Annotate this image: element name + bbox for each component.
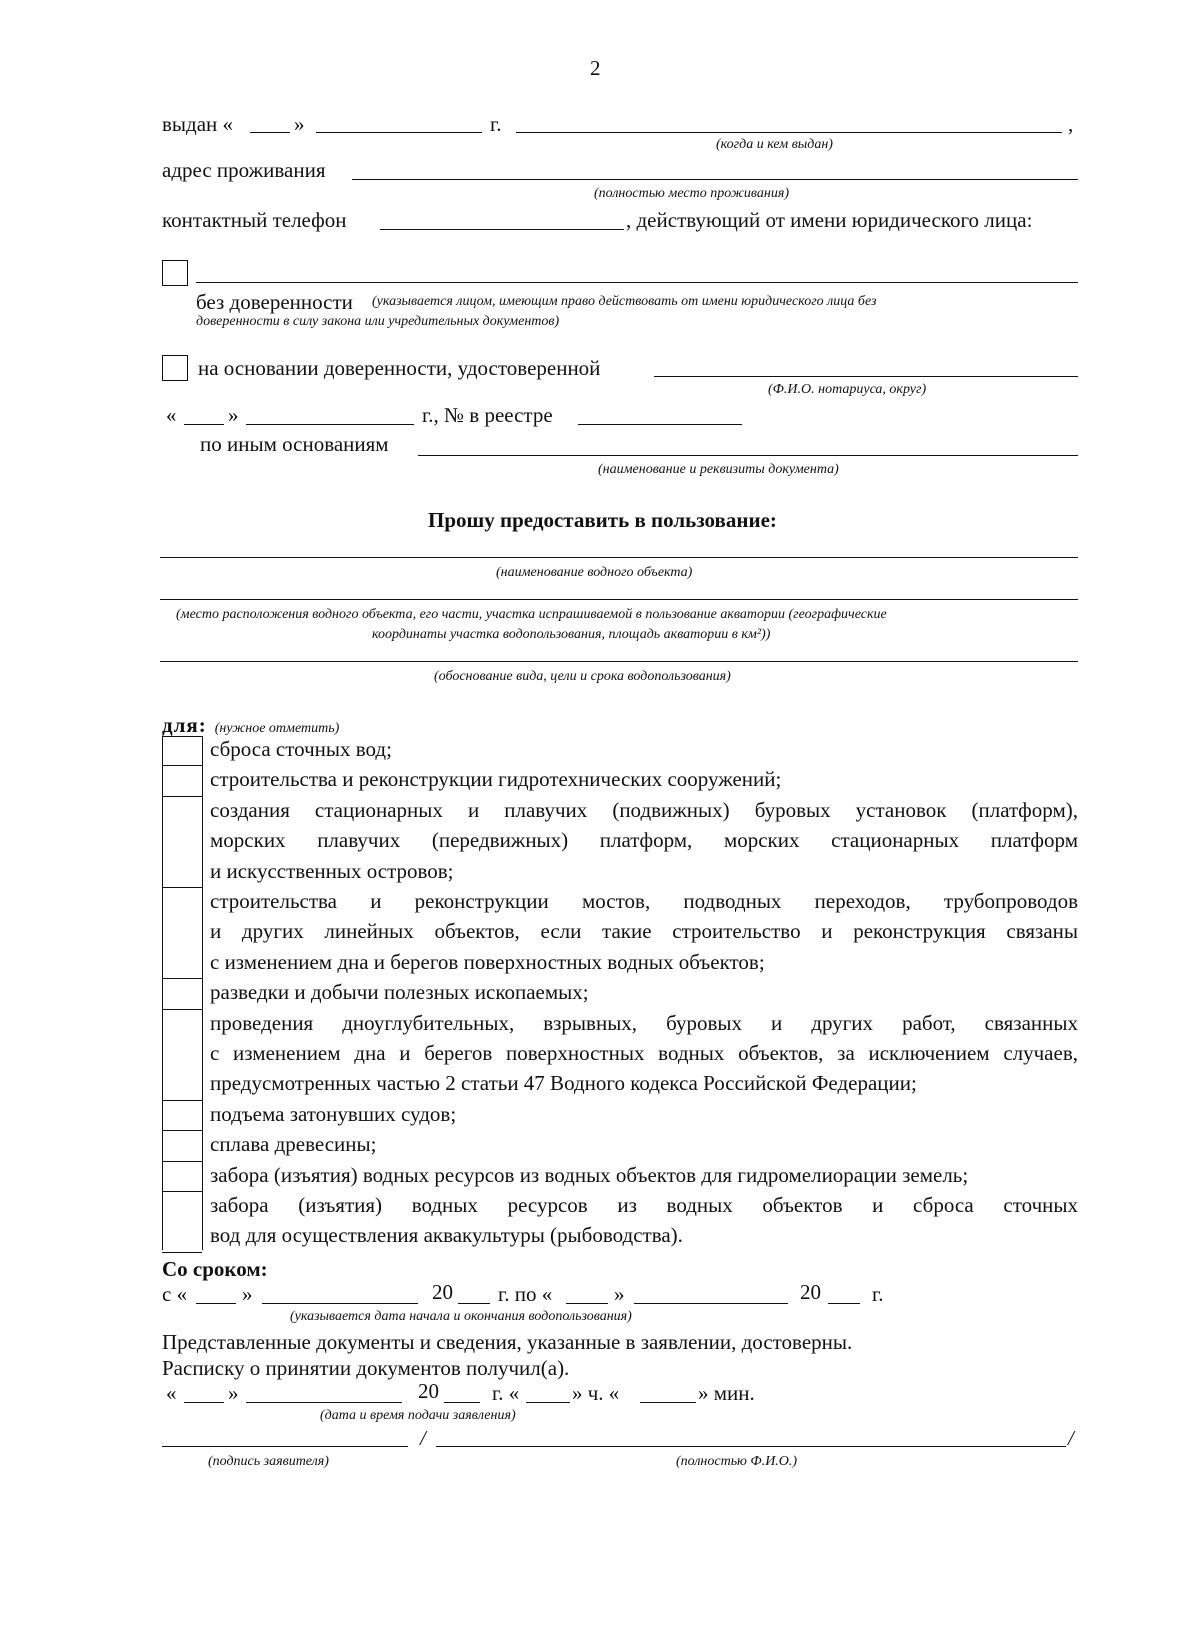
submission-day-field[interactable] xyxy=(184,1402,224,1403)
no-poa-checkbox[interactable] xyxy=(162,260,188,286)
signature-field[interactable] xyxy=(162,1446,408,1447)
submission-caption: (дата и время подачи заявления) xyxy=(320,1408,516,1423)
no-poa-note-1: (указывается лицом, имеющим право действовать от имени юридического лица без xyxy=(372,294,877,309)
phone-suffix: , действующий от имени юридического лица: xyxy=(626,208,1033,232)
address-label: адрес проживания xyxy=(162,158,326,182)
issued-day-field[interactable] xyxy=(250,132,290,133)
purpose-item-7-line-1: подъема затонувших судов; xyxy=(210,1101,457,1126)
purpose-checkbox-5[interactable] xyxy=(162,1009,202,1010)
signature-slash-2: / xyxy=(1068,1426,1074,1450)
location-caption-2: координаты участка водопользования, площадь акватории в км²)) xyxy=(372,627,771,642)
signature-caption: (подпись заявителя) xyxy=(208,1454,329,1469)
purpose-checkbox-3[interactable] xyxy=(162,887,202,888)
address-caption: (полностью место проживания) xyxy=(594,186,789,201)
poa-label: на основании доверенности, удостоверенной xyxy=(198,356,601,380)
term-to-year-field[interactable] xyxy=(828,1303,860,1304)
purpose-checkbox-4[interactable] xyxy=(162,978,202,979)
issued-by-field[interactable] xyxy=(516,132,1062,133)
purpose-item-6-line-1: проведения дноуглубительных, взрывных, буровых и других работ, связанных xyxy=(210,1010,1078,1035)
poa-month-field[interactable] xyxy=(246,424,414,425)
checkbox-column-right xyxy=(202,736,203,1250)
other-grounds-caption: (наименование и реквизиты документа) xyxy=(598,462,839,477)
full-name-field[interactable] xyxy=(436,1446,1066,1447)
issued-comma: , xyxy=(1068,112,1074,136)
confirmation-line-1: Представленные документы и сведения, указанные в заявлении, достоверны. xyxy=(162,1330,853,1354)
term-to-century: 20 xyxy=(800,1280,821,1304)
purpose-checkbox-6[interactable] xyxy=(162,1100,202,1101)
purpose-item-10-line-1: забора (изъятия) водных ресурсов из водных объектов и сброса сточных xyxy=(210,1193,1078,1217)
submission-hour-label: г. « xyxy=(492,1381,520,1405)
location-field[interactable] xyxy=(160,599,1078,600)
purpose-checkbox-7[interactable] xyxy=(162,1130,202,1131)
issued-close-quote: » xyxy=(294,112,305,136)
submission-hour-field[interactable] xyxy=(526,1402,570,1403)
purpose-checkbox-1[interactable] xyxy=(162,765,202,766)
request-title: Прошу предоставить в пользование: xyxy=(428,508,777,532)
signature-slash-1: / xyxy=(420,1426,426,1450)
term-from-label: с « xyxy=(162,1282,188,1306)
term-from-year-field[interactable] xyxy=(458,1303,490,1304)
purpose-checkbox-9[interactable] xyxy=(162,1191,202,1192)
full-name-caption: (полностью Ф.И.О.) xyxy=(676,1454,798,1469)
term-to-month-field[interactable] xyxy=(634,1303,788,1304)
poa-close-quote: » xyxy=(228,403,239,427)
term-from-day-field[interactable] xyxy=(196,1303,236,1304)
term-from-century: 20 xyxy=(432,1280,453,1304)
issued-label: выдан « xyxy=(162,112,234,136)
justification-caption: (обоснование вида, цели и срока водопользования) xyxy=(434,669,731,684)
purpose-item-4-line-1: строительства и реконструкции мостов, подводных переходов, трубопроводов xyxy=(210,889,1078,913)
other-grounds-label: по иным основаниям xyxy=(200,432,389,456)
registry-number-field[interactable] xyxy=(578,424,742,425)
submission-month-field[interactable] xyxy=(246,1402,402,1403)
submission-year-field[interactable] xyxy=(444,1402,480,1403)
location-caption-1: (место расположения водного объекта, его части, участка испрашиваемой в пользование акватории (географические xyxy=(176,607,887,622)
term-title: Со сроком: xyxy=(162,1257,268,1281)
poa-day-field[interactable] xyxy=(184,424,224,425)
term-from-month-field[interactable] xyxy=(262,1303,418,1304)
purpose-item-10-line-2: вод для осуществления аквакультуры (рыбоводства). xyxy=(210,1223,683,1248)
term-year-suffix: г. xyxy=(872,1282,884,1306)
phone-field[interactable] xyxy=(380,229,624,230)
water-body-field[interactable] xyxy=(160,557,1078,558)
submission-open-quote: « xyxy=(166,1381,177,1405)
purpose-item-3-line-2: морских плавучих (передвижных) платформ, морских стационарных платформ xyxy=(210,828,1078,853)
representative-name-field[interactable] xyxy=(196,282,1078,283)
submission-minute-suffix: » мин. xyxy=(698,1381,755,1405)
justification-field[interactable] xyxy=(160,661,1078,662)
purpose-item-6-line-3: предусмотренных частью 2 статьи 47 Водного кодекса Российской Федерации; xyxy=(210,1071,917,1096)
no-poa-label: без доверенности xyxy=(196,290,353,314)
purpose-item-3-line-1: создания стационарных и плавучих (подвижных) буровых установок (платформ), xyxy=(210,797,1078,822)
purpose-item-2-line-1: строительства и реконструкции гидротехнических сооружений; xyxy=(210,767,782,792)
term-to-label: г. по « xyxy=(498,1282,553,1306)
purpose-item-1-line-1: сброса сточных вод; xyxy=(210,737,392,761)
submission-hour-suffix: » ч. « xyxy=(572,1381,620,1405)
term-from-close-quote: » xyxy=(242,1282,253,1306)
purpose-item-3-line-3: и искусственных островов; xyxy=(210,858,454,883)
purpose-item-5-line-1: разведки и добычи полезных ископаемых; xyxy=(210,980,589,1005)
purpose-item-4-line-3: с изменением дна и берегов поверхностных водных объектов; xyxy=(210,949,765,974)
issued-year-suffix: г. xyxy=(490,112,502,136)
submission-minute-field[interactable] xyxy=(640,1402,696,1403)
address-field[interactable] xyxy=(352,179,1078,180)
purpose-heading xyxy=(162,713,339,737)
phone-label: контактный телефон xyxy=(162,208,347,232)
purpose-checkbox-8[interactable] xyxy=(162,1161,202,1162)
purpose-checkbox-10[interactable] xyxy=(162,1252,202,1253)
page-number: 2 xyxy=(590,56,601,80)
no-poa-note-2: доверенности в силу закона или учредительных документов) xyxy=(196,314,560,329)
purpose-checkbox-2[interactable] xyxy=(162,796,202,797)
poa-checkbox[interactable] xyxy=(162,355,188,381)
poa-open-quote: « xyxy=(166,403,177,427)
confirmation-line-2: Расписку о принятии документов получил(а). xyxy=(162,1356,570,1380)
purpose-item-6-line-2: с изменением дна и берегов поверхностных водных объектов, за исключением случаев, xyxy=(210,1041,1078,1065)
purpose-item-9-line-1: забора (изъятия) водных ресурсов из водных объектов для гидромелиорации земель; xyxy=(210,1162,969,1187)
purpose-label: для: xyxy=(162,713,207,737)
issued-caption: (когда и кем выдан) xyxy=(716,137,833,152)
purpose-hint: (нужное отметить) xyxy=(214,721,340,736)
term-to-day-field[interactable] xyxy=(566,1303,608,1304)
notary-field[interactable] xyxy=(654,376,1078,377)
water-body-caption: (наименование водного объекта) xyxy=(496,565,693,580)
registry-label: г., № в реестре xyxy=(422,403,553,427)
checkbox-column-top xyxy=(162,736,202,737)
issued-month-field[interactable] xyxy=(316,132,482,133)
other-grounds-field[interactable] xyxy=(418,455,1078,456)
submission-close-quote: » xyxy=(228,1381,239,1405)
purpose-item-8-line-1: сплава древесины; xyxy=(210,1132,377,1157)
purpose-item-4-line-2: и других линейных объектов, если такие строительство и реконструкция связаны xyxy=(210,919,1078,944)
term-to-close-quote: » xyxy=(614,1282,625,1306)
term-caption: (указывается дата начала и окончания водопользования) xyxy=(290,1309,632,1324)
checkbox-column-left xyxy=(162,736,163,1250)
notary-caption: (Ф.И.О. нотариуса, округ) xyxy=(768,382,927,397)
submission-century: 20 xyxy=(418,1379,439,1403)
